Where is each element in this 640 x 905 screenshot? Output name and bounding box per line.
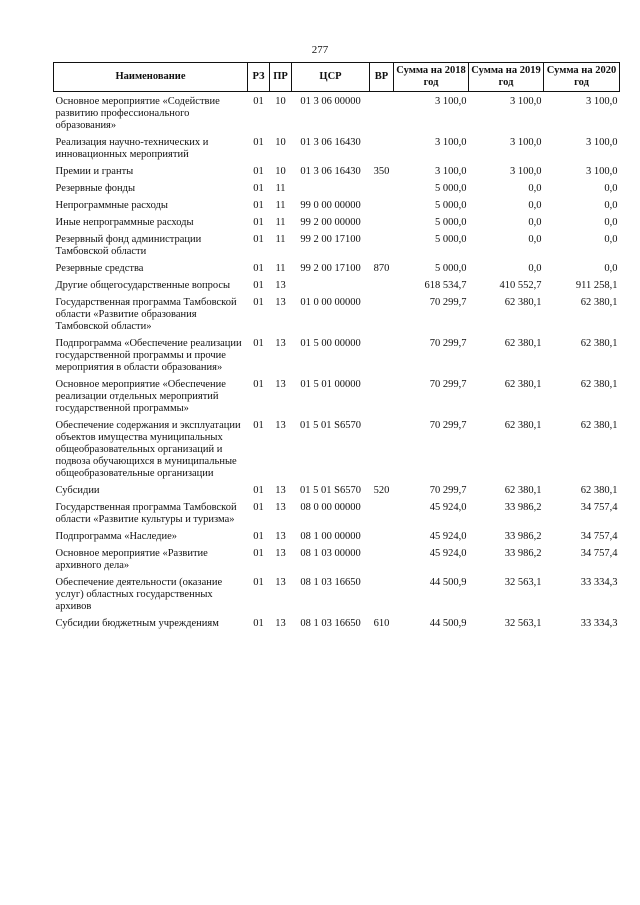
- row-sum-2019: 0,0: [528, 200, 542, 211]
- row-sum-2020: 62 380,1: [580, 297, 618, 308]
- row-rz: 01: [253, 137, 264, 148]
- row-vr: [370, 575, 394, 616]
- row-sum-2019: 0,0: [528, 183, 542, 194]
- row-pr: 13: [275, 502, 286, 513]
- row-csr: 08 1 00 00000: [300, 531, 361, 542]
- header-name: Наименование: [54, 63, 248, 92]
- row-csr: 99 2 00 00000: [300, 217, 361, 228]
- table-row: [54, 198, 620, 215]
- row-sum-2020: 911 258,1: [575, 280, 618, 291]
- row-pr: 13: [275, 280, 286, 291]
- row-sum-2018: 5 000,0: [435, 263, 467, 274]
- row-pr: 11: [275, 200, 286, 211]
- row-pr: 10: [275, 96, 286, 107]
- row-name: Субсидии бюджетным учреждениям: [55, 618, 219, 629]
- row-sum-2020: 33 334,3: [580, 577, 618, 588]
- row-pr: 13: [275, 379, 286, 390]
- row-csr: 01 3 06 16430: [300, 166, 361, 177]
- row-csr: 99 2 00 17100: [300, 263, 361, 274]
- row-sum-2019: 62 380,1: [504, 297, 542, 308]
- row-csr: 01 0 00 00000: [300, 297, 361, 308]
- row-vr: [370, 418, 394, 483]
- header-sum-2019: Сумма на 2019 год: [469, 63, 544, 92]
- row-sum-2019: 3 100,0: [510, 137, 542, 148]
- row-sum-2020: 34 757,4: [580, 531, 618, 542]
- row-csr: 01 5 01 00000: [300, 379, 361, 390]
- row-name: Иные непрограммные расходы: [55, 217, 194, 228]
- row-vr: [370, 336, 394, 377]
- row-name: Подпрограмма «Наследие»: [55, 531, 177, 542]
- row-vr: 520: [373, 485, 390, 496]
- table-row: [54, 261, 620, 278]
- row-rz: 01: [253, 200, 264, 211]
- row-csr: 08 1 03 16650: [300, 618, 361, 629]
- row-rz: 01: [253, 618, 264, 629]
- row-sum-2018: 45 924,0: [429, 548, 467, 559]
- row-pr: 13: [275, 618, 286, 629]
- row-rz: 01: [253, 502, 264, 513]
- table-header-row: [54, 63, 620, 92]
- row-csr: [292, 278, 370, 295]
- row-rz: 01: [253, 96, 264, 107]
- row-csr: [292, 181, 370, 198]
- header-pr: ПР: [270, 63, 292, 92]
- row-vr: [370, 92, 394, 136]
- row-rz: 01: [253, 280, 264, 291]
- row-sum-2018: 45 924,0: [429, 531, 467, 542]
- row-sum-2018: 5 000,0: [435, 200, 467, 211]
- row-vr: [370, 529, 394, 546]
- row-csr: 01 3 06 00000: [300, 96, 361, 107]
- row-rz: 01: [253, 379, 264, 390]
- row-name: Другие общегосударственные вопросы: [55, 280, 231, 291]
- row-rz: 01: [253, 531, 264, 542]
- row-pr: 13: [275, 420, 286, 431]
- row-sum-2018: 70 299,7: [429, 297, 467, 308]
- row-sum-2020: 3 100,0: [586, 96, 618, 107]
- row-pr: 10: [275, 166, 286, 177]
- row-sum-2020: 34 757,4: [580, 502, 618, 513]
- row-csr: 99 2 00 17100: [300, 234, 361, 245]
- page-number: 277: [311, 44, 329, 56]
- row-sum-2020: 0,0: [604, 234, 618, 245]
- row-sum-2019: 0,0: [528, 234, 542, 245]
- row-vr: 870: [373, 263, 390, 274]
- row-sum-2018: 44 500,9: [429, 618, 467, 629]
- row-sum-2020: 34 757,4: [580, 548, 618, 559]
- row-vr: 350: [373, 166, 390, 177]
- row-sum-2020: 62 380,1: [580, 485, 618, 496]
- table-body: [54, 92, 620, 634]
- row-csr: 08 1 03 00000: [300, 548, 361, 559]
- row-sum-2019: 0,0: [528, 217, 542, 228]
- row-pr: 11: [275, 217, 286, 228]
- row-pr: 11: [275, 183, 286, 194]
- budget-table: [53, 62, 620, 633]
- row-sum-2018: 70 299,7: [429, 338, 467, 349]
- row-vr: [370, 215, 394, 232]
- row-name: Подпрограмма «Обеспечение реализации государственной программы и прочие мероприятия в области образования»: [55, 338, 242, 373]
- table-row: [54, 575, 620, 616]
- row-pr: 11: [275, 263, 286, 274]
- row-rz: 01: [253, 338, 264, 349]
- row-rz: 01: [253, 548, 264, 559]
- table-row: [54, 377, 620, 418]
- row-sum-2019: 3 100,0: [510, 96, 542, 107]
- row-sum-2019: 410 552,7: [499, 280, 542, 291]
- row-pr: 13: [275, 485, 286, 496]
- row-sum-2019: 62 380,1: [504, 338, 542, 349]
- row-name: Обеспечение содержания и эксплуатации объектов имущества муниципальных общеобразовательных организаций и подвоза обучающихся в муниципальные общеобразовательные организации: [55, 420, 241, 479]
- row-vr: [370, 181, 394, 198]
- row-rz: 01: [253, 263, 264, 274]
- table-row: [54, 418, 620, 483]
- row-name: Реализация научно-технических и инновационных мероприятий: [55, 137, 209, 160]
- header-csr: ЦСР: [292, 63, 370, 92]
- row-pr: 11: [275, 234, 286, 245]
- row-rz: 01: [253, 217, 264, 228]
- row-sum-2020: 62 380,1: [580, 338, 618, 349]
- row-sum-2018: 5 000,0: [435, 234, 467, 245]
- row-sum-2018: 45 924,0: [429, 502, 467, 513]
- row-sum-2020: 33 334,3: [580, 618, 618, 629]
- row-sum-2018: 5 000,0: [435, 217, 467, 228]
- table-row: [54, 164, 620, 181]
- row-rz: 01: [253, 166, 264, 177]
- row-name: Резервные средства: [55, 263, 144, 274]
- row-sum-2020: 0,0: [604, 263, 618, 274]
- table-row: [54, 92, 620, 136]
- row-rz: 01: [253, 420, 264, 431]
- row-sum-2018: 70 299,7: [429, 485, 467, 496]
- row-sum-2018: 44 500,9: [429, 577, 467, 588]
- row-pr: 13: [275, 548, 286, 559]
- table-row: [54, 336, 620, 377]
- row-vr: [370, 135, 394, 164]
- row-name: Резервный фонд администрации Тамбовской области: [55, 234, 202, 257]
- table-row: [54, 135, 620, 164]
- row-sum-2020: 3 100,0: [586, 166, 618, 177]
- row-sum-2020: 0,0: [604, 217, 618, 228]
- row-sum-2019: 0,0: [528, 263, 542, 274]
- row-rz: 01: [253, 234, 264, 245]
- row-sum-2018: 3 100,0: [435, 96, 467, 107]
- row-csr: 01 5 01 S6570: [300, 485, 361, 496]
- row-sum-2018: 3 100,0: [435, 166, 467, 177]
- row-pr: 13: [275, 297, 286, 308]
- row-name: Основное мероприятие «Обеспечение реализации отдельных мероприятий государственной программы»: [55, 379, 226, 414]
- row-sum-2020: 62 380,1: [580, 420, 618, 431]
- table-row: [54, 278, 620, 295]
- row-name: Непрограммные расходы: [55, 200, 168, 211]
- row-name: Премии и гранты: [55, 166, 134, 177]
- row-pr: 13: [275, 338, 286, 349]
- row-sum-2018: 3 100,0: [435, 137, 467, 148]
- row-sum-2020: 3 100,0: [586, 137, 618, 148]
- row-name: Резервные фонды: [55, 183, 136, 194]
- table-row: [54, 500, 620, 529]
- row-sum-2019: 62 380,1: [504, 379, 542, 390]
- row-sum-2018: 618 534,7: [424, 280, 467, 291]
- row-csr: 01 3 06 16430: [300, 137, 361, 148]
- row-sum-2019: 32 563,1: [504, 618, 542, 629]
- row-sum-2019: 3 100,0: [510, 166, 542, 177]
- row-sum-2019: 62 380,1: [504, 420, 542, 431]
- row-sum-2019: 62 380,1: [504, 485, 542, 496]
- row-name: Основное мероприятие «Содействие развитию профессионального образования»: [55, 96, 220, 131]
- row-sum-2019: 33 986,2: [504, 548, 542, 559]
- row-csr: 01 5 01 S6570: [300, 420, 361, 431]
- table-row: [54, 232, 620, 261]
- header-rz: РЗ: [248, 63, 270, 92]
- row-rz: 01: [253, 297, 264, 308]
- row-vr: [370, 198, 394, 215]
- row-sum-2019: 33 986,2: [504, 531, 542, 542]
- header-vr: ВР: [370, 63, 394, 92]
- row-vr: [370, 295, 394, 336]
- row-vr: [370, 500, 394, 529]
- row-rz: 01: [253, 485, 264, 496]
- row-vr: [370, 377, 394, 418]
- row-name: Государственная программа Тамбовской области «Развитие образования Тамбовской области»: [55, 297, 237, 332]
- row-name: Обеспечение деятельности (оказание услуг) областных государственных архивов: [55, 577, 223, 612]
- row-name: Субсидии: [55, 485, 100, 496]
- row-rz: 01: [253, 577, 264, 588]
- table-row: [54, 529, 620, 546]
- row-csr: 99 0 00 00000: [300, 200, 361, 211]
- row-vr: 610: [373, 618, 390, 629]
- row-vr: [370, 232, 394, 261]
- row-vr: [370, 278, 394, 295]
- table-row: [54, 295, 620, 336]
- row-csr: 08 0 00 00000: [300, 502, 361, 513]
- row-csr: 01 5 00 00000: [300, 338, 361, 349]
- row-sum-2020: 0,0: [604, 183, 618, 194]
- row-name: Основное мероприятие «Развитие архивного дела»: [55, 548, 208, 571]
- table-row: [54, 546, 620, 575]
- header-sum-2018: Сумма на 2018 год: [394, 63, 469, 92]
- row-sum-2020: 0,0: [604, 200, 618, 211]
- row-sum-2018: 5 000,0: [435, 183, 467, 194]
- table-row: [54, 181, 620, 198]
- table-row: [54, 483, 620, 500]
- row-pr: 13: [275, 577, 286, 588]
- row-sum-2019: 33 986,2: [504, 502, 542, 513]
- row-sum-2020: 62 380,1: [580, 379, 618, 390]
- table-row: [54, 616, 620, 633]
- row-sum-2018: 70 299,7: [429, 379, 467, 390]
- row-vr: [370, 546, 394, 575]
- row-rz: 01: [253, 183, 264, 194]
- row-name: Государственная программа Тамбовской области «Развитие культуры и туризма»: [55, 502, 237, 525]
- row-pr: 10: [275, 137, 286, 148]
- row-sum-2019: 32 563,1: [504, 577, 542, 588]
- table-row: [54, 215, 620, 232]
- header-sum-2020: Сумма на 2020 год: [544, 63, 620, 92]
- row-csr: 08 1 03 16650: [300, 577, 361, 588]
- row-pr: 13: [275, 531, 286, 542]
- row-sum-2018: 70 299,7: [429, 420, 467, 431]
